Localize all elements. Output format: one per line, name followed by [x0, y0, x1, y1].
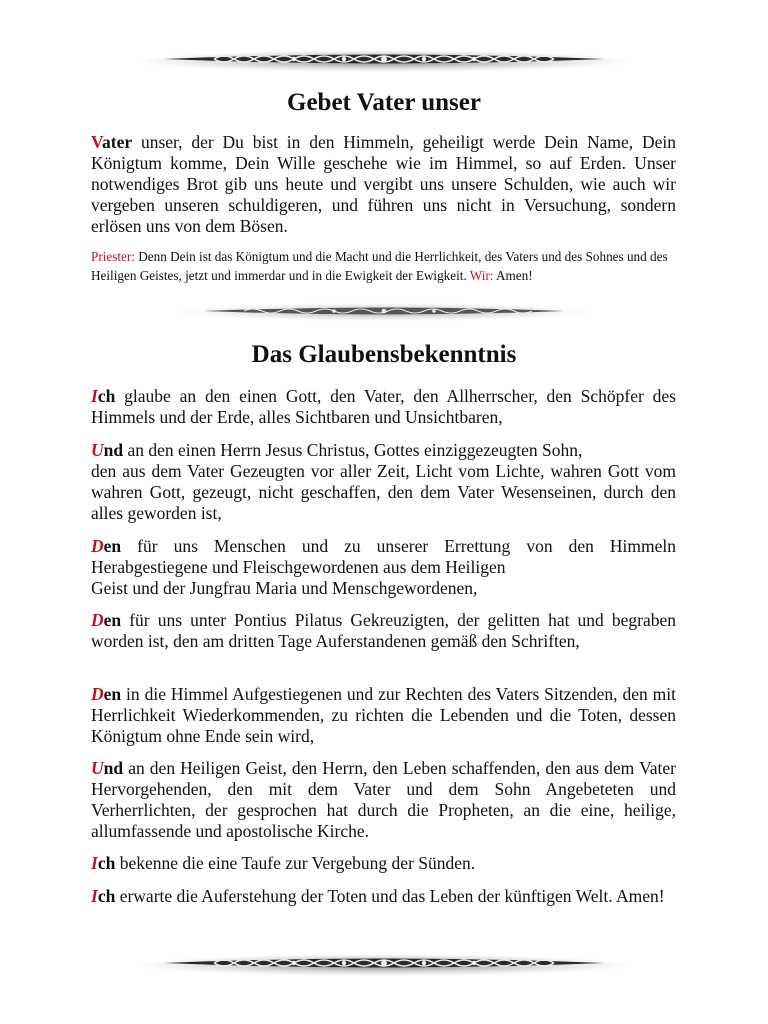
ornament-divider-middle [0, 294, 768, 328]
we-text: Amen! [493, 268, 533, 283]
creed-text: für uns unter Pontius Pilatus Gekreuzigten, der gelitten hat und begraben worden ist, den am dritten Tage Auferstandenen gemäß den Schriften, [91, 610, 676, 651]
ornament-divider-top [0, 42, 768, 76]
creed-paragraph-4 [91, 610, 676, 652]
priest-response [91, 247, 676, 285]
creed-text: glaube an den einen Gott, den Vater, den Allherrscher, den Schöpfer des Himmels und der Erde, alles Sichtbaren und Unsichtbaren, [91, 386, 676, 427]
we-label: Wir: [466, 268, 494, 283]
creed-initial: I [91, 853, 98, 873]
creed-initial: I [91, 886, 98, 906]
creed-initial: D [91, 536, 104, 556]
creed-paragraph-1 [91, 386, 676, 428]
creed-paragraph-6 [91, 758, 676, 842]
creed-paragraph-3 [91, 536, 676, 599]
priest-label: Priester: [91, 249, 135, 264]
creed-text: an den einen Herrn Jesus Christus, Gottes einziggezeugten Sohn, [123, 440, 583, 460]
creed-initial: U [91, 440, 104, 460]
creed-initial: I [91, 386, 98, 406]
creed-paragraph-5 [91, 684, 676, 747]
creed-initial-rest: ch [97, 386, 116, 406]
creed-initial-rest: en [103, 610, 122, 630]
creed-text-continued: den aus dem Vater Gezeugten vor aller Zeit, Licht vom Lichte, wahren Gott vom wahren Gott, gezeugt, nicht geschaffen, den dem Vater Wesenseinen, durch den alles geworden ist, [91, 461, 676, 523]
ornament-bottom-graphic [134, 946, 634, 980]
ornament-divider-bottom [0, 946, 768, 980]
creed-initial-rest: en [103, 684, 122, 704]
creed-text: für uns Menschen und zu unserer Errettung von den Himmeln Herabgestiegene und Fleischgewordenen aus dem Heiligen [91, 536, 676, 577]
creed-initial: D [91, 610, 104, 630]
creed-initial: U [91, 758, 104, 778]
prayer-body [91, 132, 676, 237]
prayer-first-word-rest: ater [102, 132, 133, 152]
prayer-initial: V [91, 132, 103, 152]
creed-paragraph-7 [91, 853, 676, 874]
ornament-top-graphic [134, 42, 634, 76]
creed-text: in die Himmel Aufgestiegenen und zur Rechten des Vaters Sitzenden, den mit Herrlichkeit Wiederkommenden, zu richten die Lebenden und die Toten, dessen Königtum ohne Ende sein wird, [91, 684, 676, 746]
creed-initial-rest: ch [97, 853, 116, 873]
creed-initial-rest: ch [97, 886, 116, 906]
creed-title: Das Glaubensbekenntnis [251, 341, 517, 368]
creed-paragraph-2 [91, 440, 676, 524]
creed-text: bekenne die eine Taufe zur Vergebung der Sünden. [115, 853, 476, 873]
creed-text: erwarte die Auferstehung der Toten und das Leben der künftigen Welt. Amen! [115, 886, 665, 906]
priest-text: Denn Dein ist das Königtum und die Macht und die Herrlichkeit, des Vaters und des Sohnes und des Heiligen Geistes, jetzt und immerdar und in die Ewigkeit der Ewigkeit. [91, 249, 668, 283]
creed-initial: D [91, 684, 104, 704]
creed-initial-rest: en [103, 536, 122, 556]
creed-paragraph-8 [91, 886, 676, 907]
creed-text-continued: Geist und der Jungfrau Maria und Menschgewordenen, [91, 578, 478, 598]
prayer-title: Gebet Vater unser [287, 89, 481, 116]
creed-initial-rest: nd [103, 758, 124, 778]
creed-text: an den Heiligen Geist, den Herrn, den Leben schaffenden, den aus dem Vater Hervorgehenden, den mit dem Vater und dem Sohn Angebeteten und Verherrlichten, der gesprochen hat durch die Propheten, an die eine, heilige, allumfassende und apostolische Kirche. [91, 758, 676, 841]
ornament-middle-graphic [174, 294, 594, 328]
prayer-text: unser, der Du bist in den Himmeln, geheiligt werde Dein Name, Dein Königtum komme, Dein Wille geschehe wie im Himmel, so auf Erden. Unser notwendiges Brot gib uns heute und vergibt uns unsere Schulden, wie auch wir vergeben unseren schuldigeren, und führen uns nicht in Versuchung, sondern erlösen uns von dem Bösen. [91, 132, 676, 236]
creed-initial-rest: nd [103, 440, 124, 460]
